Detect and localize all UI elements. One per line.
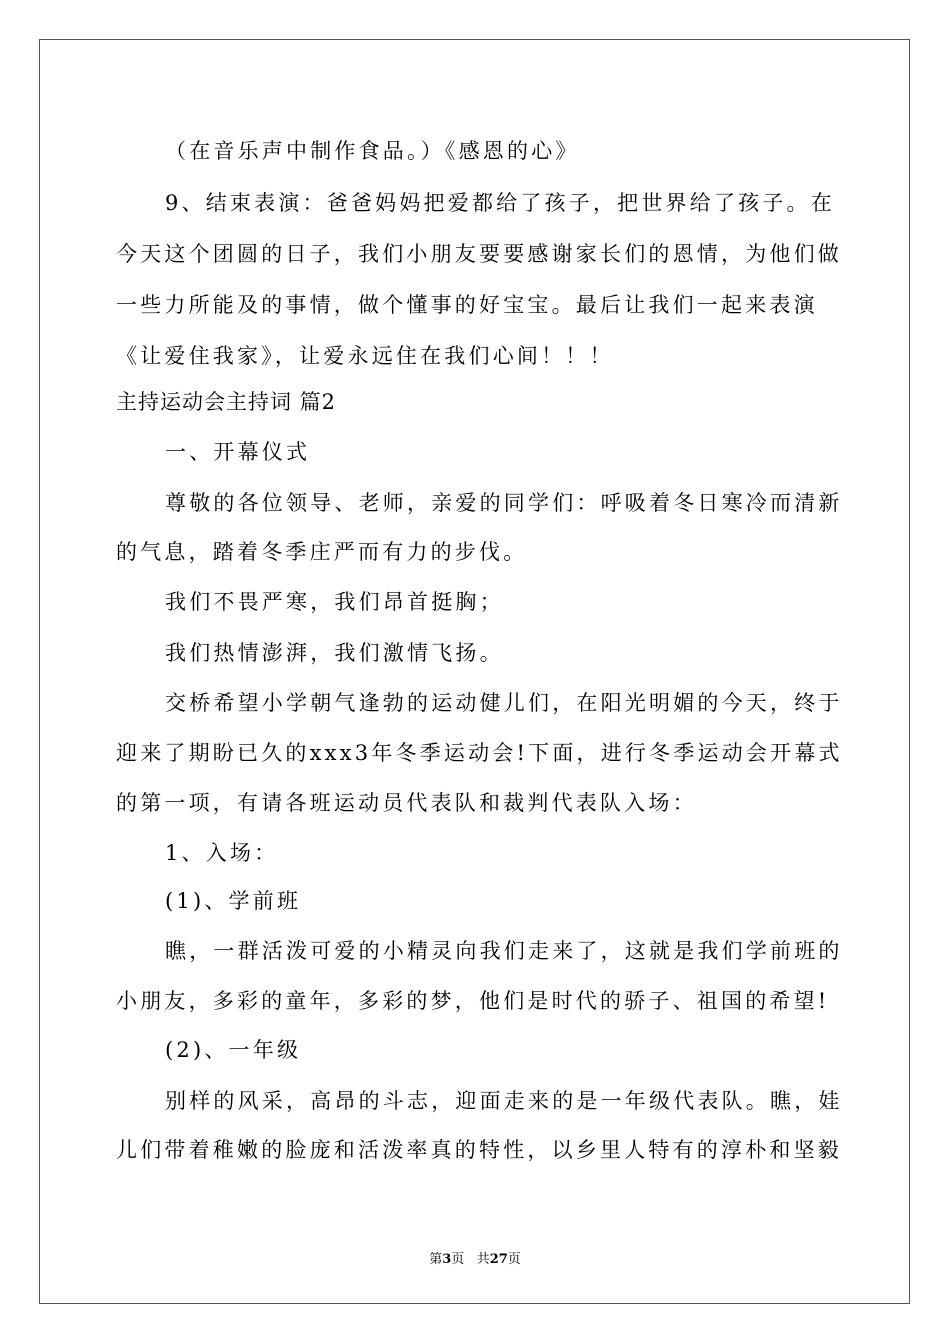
text-line: 小朋友，多彩的童年，多彩的梦，他们是时代的骄子、祖国的希望! bbox=[116, 989, 830, 1013]
text-line: 迎来了期盼已久的xxx3年冬季运动会!下面，进行冬季运动会开幕式 bbox=[116, 741, 843, 765]
footer-page-number: 3 bbox=[442, 1252, 452, 1267]
text-line: 交桥希望小学朝气逢勃的运动健儿们，在阳光明媚的今天，终于 bbox=[165, 691, 843, 715]
text-line: 的气息，踏着冬季庄严而有力的步伐。 bbox=[116, 540, 528, 564]
text-line: 我们热情澎湃，我们激情飞扬。 bbox=[165, 641, 504, 665]
text-line: 尊敬的各位领导、老师，亲爱的同学们：呼吸着冬日寒冷而清新 bbox=[165, 491, 843, 515]
text-line: 今天这个团圆的日子，我们小朋友要要感谢家长们的恩情，为他们做 bbox=[116, 242, 842, 266]
text-line: 9、结束表演：爸爸妈妈把爱都给了孩子，把世界给了孩子。在 bbox=[165, 191, 835, 215]
text-line: 别样的风采，高昂的斗志，迎面走来的是一年级代表队。瞧，娃 bbox=[165, 1089, 843, 1113]
text-line: 一些力所能及的事情，做个懂事的好宝宝。最后让我们一起来表演 bbox=[116, 293, 818, 317]
footer-total-suffix: 页 bbox=[507, 1252, 521, 1267]
text-line: (2)、一年级 bbox=[165, 1038, 302, 1062]
text-line: （在音乐声中制作食品。）《感恩的心》 bbox=[165, 139, 580, 163]
page-footer bbox=[0, 1248, 950, 1267]
text-line: 1、入场： bbox=[165, 841, 279, 865]
text-line: 儿们带着稚嫩的脸庞和活泼率真的特性，以乡里人特有的淳朴和坚毅 bbox=[116, 1138, 842, 1162]
text-line: 一、开幕仪式 bbox=[165, 440, 311, 464]
text-line: 我们不畏严寒，我们昂首挺胸； bbox=[165, 590, 504, 614]
text-line: 的第一项，有请各班运动员代表队和裁判代表队入场： bbox=[116, 791, 697, 815]
text-line: 瞧，一群活泼可爱的小精灵向我们走来了，这就是我们学前班的 bbox=[165, 939, 843, 963]
section-heading: 主持运动会主持词 篇2 bbox=[116, 390, 337, 414]
footer-page-prefix: 第 bbox=[429, 1252, 443, 1267]
footer-page-suffix: 页 bbox=[451, 1252, 465, 1267]
text-line: 《让爱住我家》，让爱永远住在我们心间！！！ bbox=[116, 344, 614, 368]
footer-total-pages: 27 bbox=[489, 1252, 508, 1267]
footer-total-prefix: 共 bbox=[476, 1252, 490, 1267]
text-line: (1)、学前班 bbox=[165, 889, 302, 913]
